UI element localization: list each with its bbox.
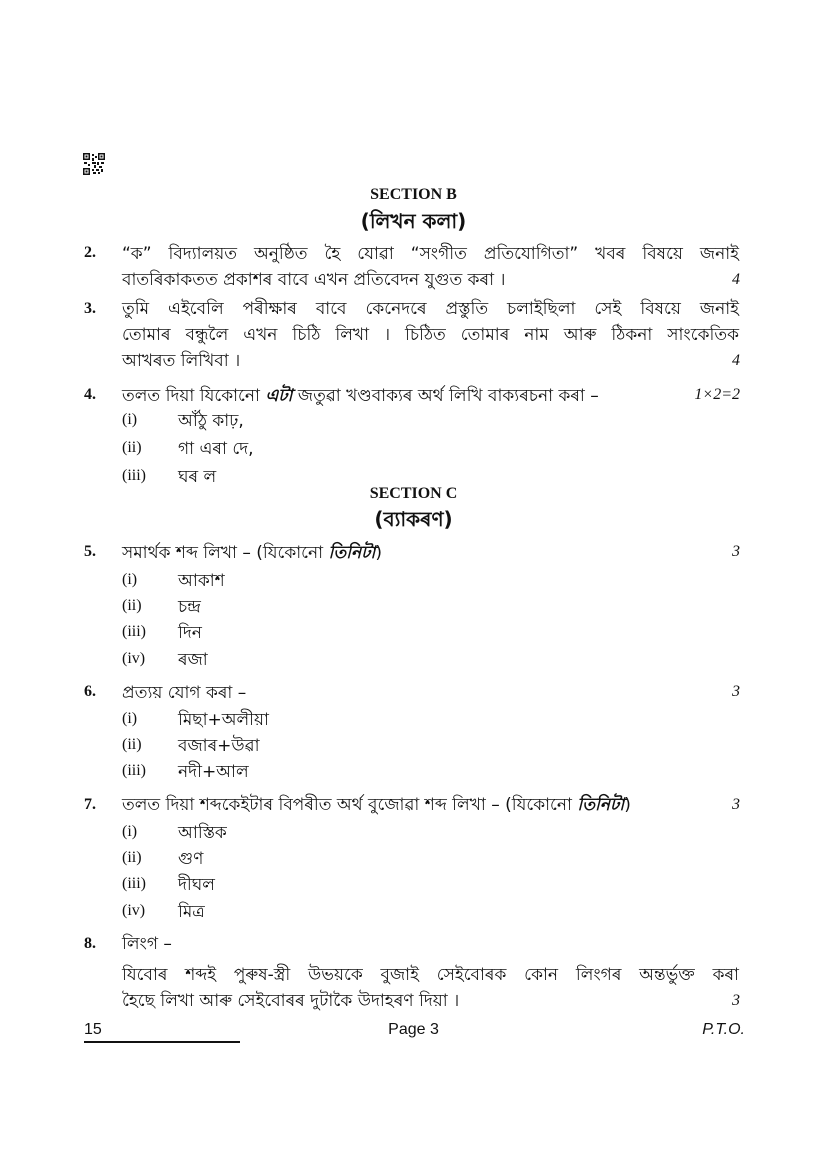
item-label: (i) — [122, 571, 138, 588]
page-number: Page 3 — [388, 1021, 439, 1038]
question-marks: 1×2=2 — [694, 386, 740, 403]
question-text-line: হৈছে লিখা আৰু সেইবোৰৰ দুটাকৈ উদাহৰণ দিয়া । — [122, 991, 460, 1011]
question-text-line: “ক” বিদ্যালয়ত অনুষ্ঠিত হৈ যোৱা “সংগীত প্ৰতিযোগিতা” খবৰ বিষয়ে জনাই — [122, 244, 739, 264]
item-text: ঘৰ ল — [178, 467, 217, 487]
section-c-title: SECTION C — [369, 485, 458, 502]
item-text: আস্তিক — [178, 823, 227, 843]
item-text: মিছা+অলীয়া — [178, 710, 269, 730]
question-marks: 3 — [732, 683, 740, 700]
item-text: ৰজা — [178, 650, 208, 670]
item-label: (ii) — [122, 597, 142, 614]
emphasis: এটা — [265, 386, 293, 406]
item-label: (iii) — [122, 467, 146, 484]
item-text: দীঘল — [178, 875, 215, 895]
question-text-line: তলত দিয়া শব্দকেইটাৰ বিপৰীত অৰ্থ বুজোৱা শব্দ লিখা – (যিকোনো তিনিটা) — [122, 795, 631, 815]
item-text: নদী+আল — [178, 762, 249, 782]
item-label: (iv) — [122, 650, 146, 667]
item-label: (iv) — [122, 902, 146, 919]
question-text-line: তুমি এইবেলি পৰীক্ষাৰ বাবে কেনেদৰে প্ৰস্তুতি চলাইছিলা সেই বিষয়ে জনাই — [122, 299, 739, 319]
question-text-line: প্ৰত্যয় যোগ কৰা – — [122, 683, 247, 703]
question-marks: 3 — [732, 543, 740, 560]
question-text-line: বাতৰিকাকতত প্ৰকাশৰ বাবে এখন প্ৰতিবেদন যুগুত কৰা । — [122, 270, 506, 290]
item-label: (ii) — [122, 849, 142, 866]
item-label: (i) — [122, 710, 138, 727]
question-marks: 3 — [732, 992, 740, 1009]
section-b-title: SECTION B — [370, 186, 457, 203]
item-text: গা এৰা দে, — [178, 439, 254, 459]
item-text: বজাৰ+উৱা — [178, 736, 260, 756]
question-text-line: তলত দিয়া যিকোনো এটা জতুৱা খণ্ডবাক্যৰ অৰ্থ লিখি বাক্যৰচনা কৰা – — [122, 386, 599, 406]
question-heading: লিংগ – — [122, 934, 172, 954]
item-text: চন্দ্ৰ — [178, 597, 201, 617]
item-label: (i) — [122, 823, 138, 840]
question-marks: 4 — [732, 352, 740, 369]
qr-code-icon — [83, 153, 105, 175]
question-text-line: সমাৰ্থক শব্দ লিখা – (যিকোনো তিনিটা) — [122, 543, 382, 563]
question-number: 5. — [84, 543, 96, 560]
question-number: 4. — [84, 386, 96, 403]
item-label: (ii) — [122, 439, 142, 456]
question-marks: 4 — [732, 271, 740, 288]
question-number: 8. — [84, 935, 96, 952]
item-text: মিত্ৰ — [178, 902, 205, 922]
question-number: 3. — [84, 300, 96, 317]
footer-divider — [84, 1041, 240, 1043]
question-marks: 3 — [732, 796, 740, 813]
emphasis: তিনিটা — [328, 543, 376, 563]
question-text-line: আখৰত লিখিবা । — [122, 351, 241, 371]
item-label: (i) — [122, 411, 138, 428]
question-text-line: যিবোৰ শব্দই পুৰুষ-স্ত্ৰী উভয়কে বুজাই সেইবোৰক কোন লিংগৰ অন্তৰ্ভুক্ত কৰা — [122, 965, 739, 985]
emphasis: তিনিটা — [577, 795, 625, 815]
paper-code: 15 — [84, 1021, 102, 1038]
question-number: 7. — [84, 796, 96, 813]
question-number: 2. — [84, 244, 96, 261]
question-number: 6. — [84, 683, 96, 700]
section-c-subtitle: (ব্যাকৰণ) — [374, 507, 453, 531]
item-text: গুণ — [178, 849, 204, 869]
section-b-subtitle: (লিখন কলা) — [360, 209, 467, 233]
question-text-line: তোমাৰ বন্ধুলৈ এখন চিঠি লিখা । চিঠিত তোমাৰ নাম আৰু ঠিকনা সাংকেতিক — [122, 325, 739, 345]
item-text: দিন — [178, 623, 202, 643]
item-text: আঁঠু কাঢ়, — [178, 411, 244, 431]
item-text: আকাশ — [178, 571, 225, 591]
item-label: (iii) — [122, 875, 146, 892]
pto-label: P.T.O. — [702, 1021, 745, 1038]
item-label: (iii) — [122, 762, 146, 779]
item-label: (ii) — [122, 736, 142, 753]
item-label: (iii) — [122, 623, 146, 640]
